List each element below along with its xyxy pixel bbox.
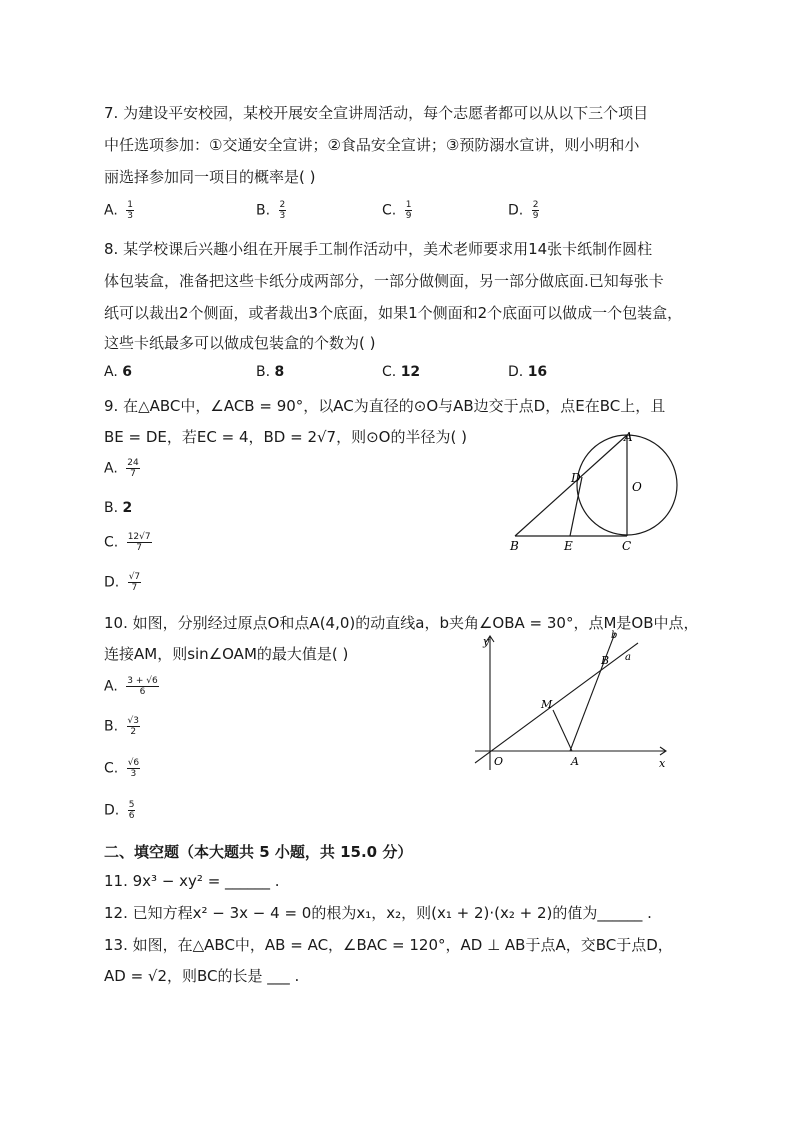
q8-line-4: 这些卡纸最多可以做成包装盒的个数为( ) (104, 334, 376, 352)
q10-coordinate-figure (470, 628, 680, 773)
label-a: A (624, 430, 633, 444)
q9-option-d[interactable]: D. $\frac{√7}{7}$ (104, 572, 141, 593)
label-a: A (571, 755, 579, 768)
label-e: E (564, 539, 573, 553)
q7-line-2: 中任选项参加：①交通安全宣讲；②食品安全宣讲；③预防溺水宣讲，则小明和小 (104, 136, 640, 154)
label-y: y (483, 635, 490, 648)
q9-option-b[interactable]: B. 2 (104, 500, 133, 516)
segment-de (570, 477, 582, 536)
q13-line-2: AD = √2，则BC的长是 ___ . (104, 967, 300, 985)
q8-option-d[interactable]: D. 16 (508, 364, 548, 380)
section-fill-in-blank-heading: 二、填空题（本大题共 5 小题，共 15.0 分） (104, 843, 413, 861)
label-m: M (541, 698, 553, 711)
q8-option-c[interactable]: C. 12 (382, 364, 421, 380)
q9-line-2: BE = DE，若EC = 4，BD = 2√7，则⊙O的半径为( ) (104, 428, 467, 446)
segment-ab (515, 435, 627, 536)
q9-circle-triangle-figure (500, 425, 700, 555)
q10-option-d[interactable]: D. $\frac{5}{6}$ (104, 800, 135, 821)
q10-option-c[interactable]: C. $\frac{√6}{3}$ (104, 758, 140, 779)
label-b: B (510, 539, 519, 553)
q11-line: 11. 9x³ − xy² = ______ . (104, 872, 280, 890)
q7-option-b[interactable]: B. $\frac{2}{3}$ (256, 200, 286, 221)
label-d: D (571, 471, 581, 485)
q10-line-1: 10. 如图，分别经过原点O和点A(4,0)的动直线a，b夹角∠OBA = 30°，点M是OB中点， (104, 614, 699, 632)
label-o: O (632, 480, 642, 494)
segment-am (553, 710, 572, 751)
q8-option-a[interactable]: A. 6 (104, 364, 132, 380)
label-o: O (494, 755, 504, 768)
q9-line-1: 9. 在△ABC中，∠ACB = 90°，以AC为直径的⊙O与AB边交于点D，点E在BC上，且 (104, 397, 666, 415)
q9-option-a[interactable]: A. $\frac{24}{7}$ (104, 458, 139, 479)
q7-option-c[interactable]: C. $\frac{1}{9}$ (382, 200, 412, 221)
line-b (570, 633, 615, 751)
label-line-b: b (611, 630, 618, 641)
q7-line-1: 7. 为建设平安校园，某校开展安全宣讲周活动，每个志愿者都可以从以下三个项目 (104, 104, 649, 122)
q10-line-2: 连接AM，则sin∠OAM的最大值是( ) (104, 645, 349, 663)
q7-line-3: 丽选择参加同一项目的概率是( ) (104, 168, 316, 186)
label-c: C (622, 539, 632, 553)
label-line-a: a (625, 652, 631, 663)
q8-line-2: 体包装盒，准备把这些卡纸分成两部分，一部分做侧面，另一部分做底面.已知每张卡 (104, 272, 664, 290)
q7-option-d[interactable]: D. $\frac{2}{9}$ (508, 200, 539, 221)
q8-option-b[interactable]: B. 8 (256, 364, 285, 380)
q7-option-a[interactable]: A. $\frac{1}{3}$ (104, 200, 133, 221)
q9-option-c[interactable]: C. $\frac{12√7}{7}$ (104, 532, 151, 553)
label-x: x (659, 757, 666, 770)
q12-line: 12. 已知方程x² − 3x − 4 = 0的根为x₁，x₂，则(x₁ + 2)·(x₂ + 2)的值为______ . (104, 904, 652, 922)
q10-option-b[interactable]: B. $\frac{√3}{2}$ (104, 716, 139, 737)
q10-option-a[interactable]: A. $\frac{3 + √6}{6}$ (104, 676, 158, 697)
label-b: B (601, 654, 610, 667)
q13-line-1: 13. 如图，在△ABC中，AB = AC，∠BAC = 120°，AD ⊥ AB于点A，交BC于点D， (104, 936, 673, 954)
line-a (475, 643, 638, 763)
q8-line-1: 8. 某学校课后兴趣小组在开展手工制作活动中，美术老师要求用14张卡纸制作圆柱 (104, 240, 653, 258)
q8-line-3: 纸可以裁出2个侧面，或者裁出3个底面，如果1个侧面和2个底面可以做成一个包装盒， (104, 304, 683, 322)
